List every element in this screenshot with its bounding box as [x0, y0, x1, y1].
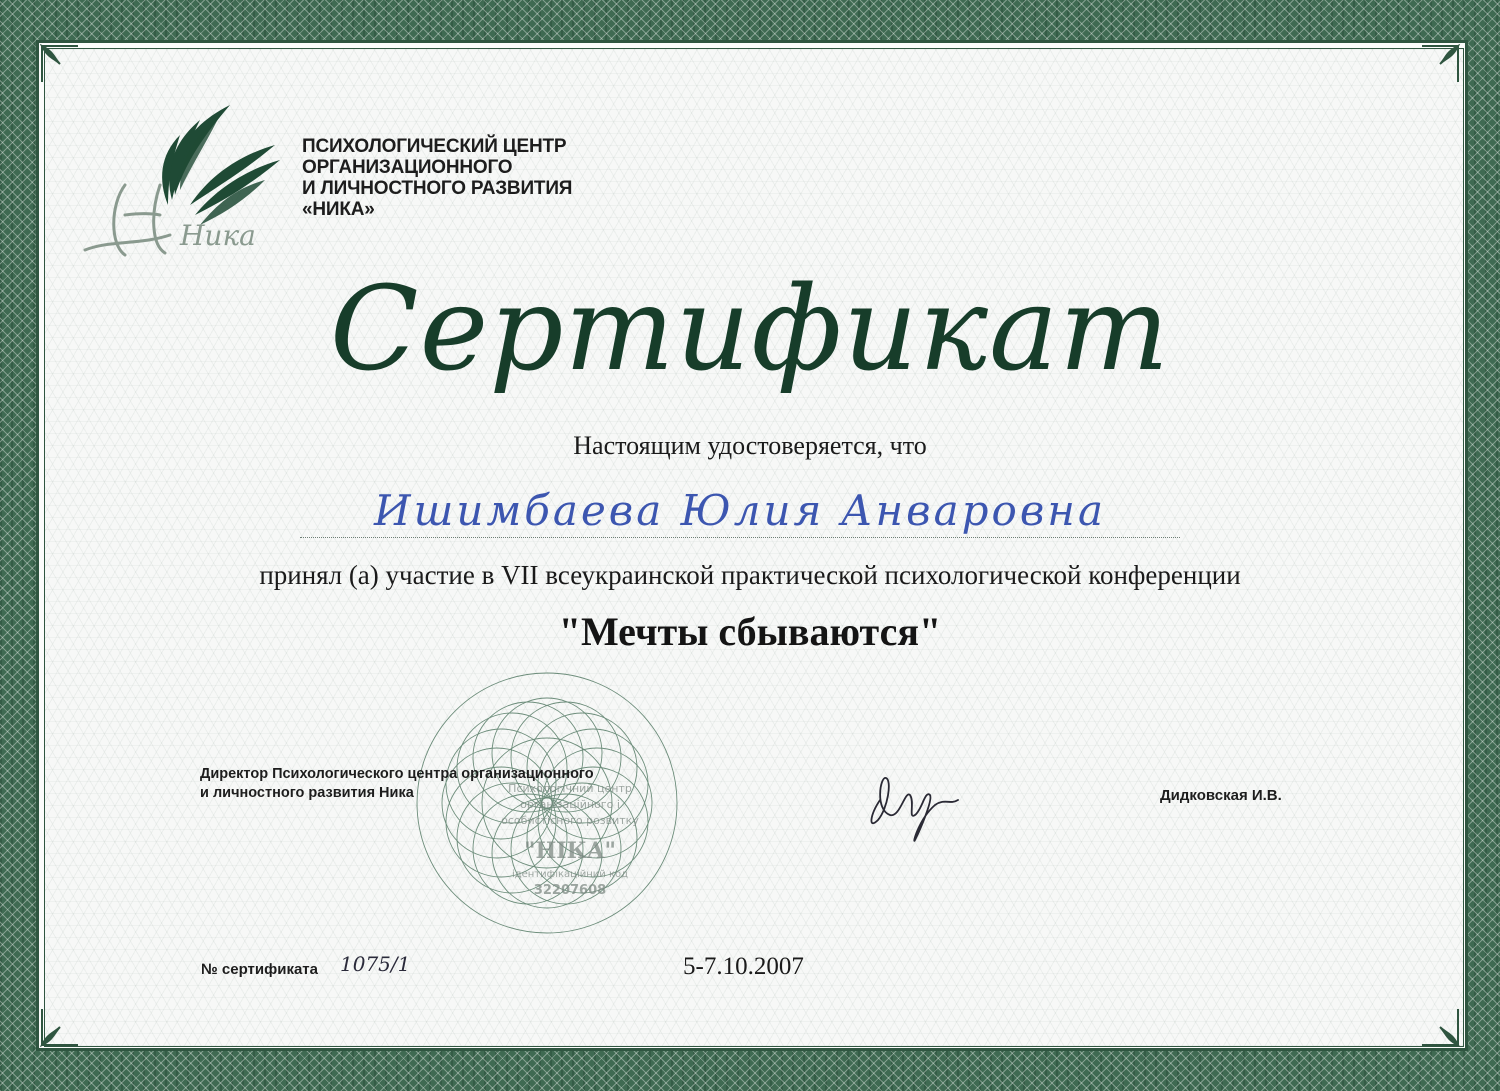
- certificate-number-label: № сертификата: [201, 961, 318, 978]
- organization-line: ОРГАНИЗАЦИОННОГО: [302, 157, 513, 178]
- organization-line: «НИКА»: [302, 199, 375, 220]
- recipient-name: Ишимбаева Юлия Анваровна: [373, 486, 1106, 535]
- corner-ornament-icon: [1418, 42, 1462, 86]
- event-date: 5-7.10.2007: [683, 953, 804, 980]
- nika-wing-logo: [80, 95, 295, 265]
- certificate-title: Сертификат: [329, 262, 1171, 397]
- conference-name: "Мечты сбываются": [558, 609, 942, 654]
- director-title-line: и личностного развития Ника: [200, 785, 414, 801]
- logo-script-text: Ника: [180, 219, 256, 252]
- corner-ornament-icon: [38, 1005, 82, 1049]
- organization-line: И ЛИЧНОСТНОГО РАЗВИТИЯ: [302, 178, 573, 199]
- participation-text: принял (а) участие в VII всеукраинской практической психологической конференции: [259, 560, 1241, 590]
- stamp-code-label: ідентифікаційний код: [511, 869, 629, 880]
- stamp-line: Психологічний центр: [508, 782, 632, 795]
- certifies-text: Настоящим удостоверяется, что: [573, 431, 927, 460]
- stamp-line: організаційного і: [520, 798, 620, 811]
- director-title-line: Директор Психологического центра организационного: [200, 766, 594, 782]
- name-underline: [300, 537, 1180, 538]
- corner-ornament-icon: [38, 42, 82, 86]
- organization-name: [302, 136, 572, 220]
- director-name: Дидковская И.В.: [1160, 787, 1282, 804]
- stamp-line: особистісного розвитку: [501, 814, 639, 827]
- stamp-name: "НІКА": [524, 838, 616, 864]
- stamp-code: 32207608: [533, 883, 607, 898]
- certificate-number: 1075/1: [340, 952, 411, 976]
- director-title: [200, 765, 594, 803]
- corner-ornament-icon: [1418, 1005, 1462, 1049]
- director-signature: [860, 760, 970, 850]
- organization-line: ПСИХОЛОГИЧЕСКИЙ ЦЕНТР: [302, 136, 567, 157]
